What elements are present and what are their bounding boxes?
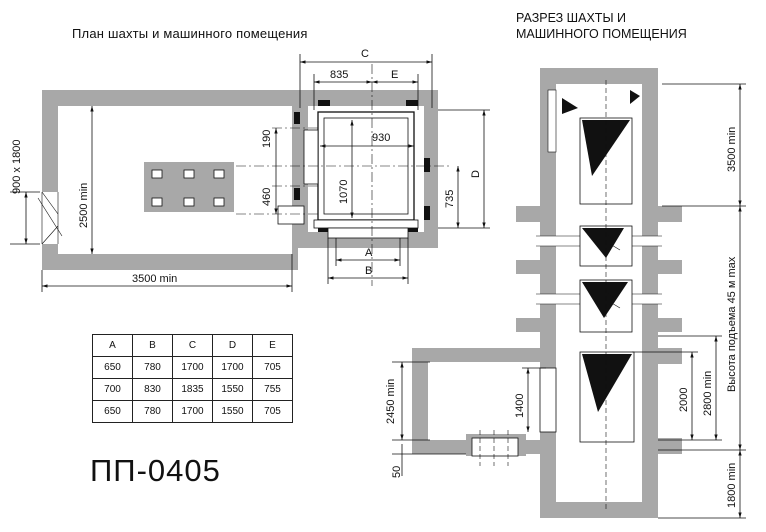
label-190: 190 (261, 129, 273, 148)
label-900x1800: 900 x 1800 (11, 139, 23, 194)
table-cell: 700 (93, 379, 133, 401)
table-header-cell: D (213, 335, 253, 357)
table-cell: 1550 (213, 379, 253, 401)
label-3500-plan: 3500 min (132, 273, 178, 285)
table-cell: 705 (253, 401, 293, 423)
label-1070: 1070 (338, 179, 350, 204)
label-d: D (470, 170, 482, 178)
label-a: A (365, 247, 373, 259)
dim-door (10, 140, 40, 244)
table-row (93, 401, 293, 423)
label-50: 50 (391, 465, 403, 478)
dim-d-735 (438, 110, 490, 228)
table-header-cell: A (93, 335, 133, 357)
dim-2000 (632, 352, 698, 440)
dim-section-3500 (662, 84, 746, 206)
label-735: 735 (444, 189, 456, 208)
table-cell: 1550 (213, 401, 253, 423)
table-cell: 650 (93, 357, 133, 379)
table-cell: 780 (133, 401, 173, 423)
table-row (93, 357, 293, 379)
table-cell: 830 (133, 379, 173, 401)
section-title-line1: РАЗРЕЗ ШАХТЫ И (516, 11, 626, 25)
plan-motor-base (144, 162, 234, 212)
table-row (93, 379, 293, 401)
section-title-line2: МАШИННОГО ПОМЕЩЕНИЯ (516, 27, 687, 41)
label-930: 930 (372, 132, 391, 144)
dim-1800 (658, 450, 746, 518)
table-cell: 1700 (213, 357, 253, 379)
label-b: B (365, 265, 373, 277)
label-460: 460 (261, 187, 273, 206)
label-2800: 2800 min (702, 370, 714, 416)
table-cell: 1700 (173, 357, 213, 379)
table-header-cell: B (133, 335, 173, 357)
table-cell: 755 (253, 379, 293, 401)
plan-shaft (278, 90, 438, 248)
label-travel: Высота подъема 45 м max (726, 256, 738, 392)
label-2450: 2450 min (385, 378, 397, 424)
model-code: ПП-0405 (90, 453, 221, 488)
section-lower-room (412, 348, 556, 466)
label-c: C (361, 48, 369, 60)
label-section-3500: 3500 min (726, 126, 738, 172)
table-header-row (93, 335, 293, 357)
label-e: E (391, 69, 399, 81)
dim-2500 (78, 106, 92, 254)
table-cell: 1700 (173, 401, 213, 423)
label-2000: 2000 (678, 387, 690, 412)
dim-190-460 (261, 128, 276, 214)
table-header-cell: E (253, 335, 293, 357)
table-header-cell: C (173, 335, 213, 357)
label-835: 835 (330, 69, 349, 81)
table-cell: 705 (253, 357, 293, 379)
table-cell: 1835 (173, 379, 213, 401)
table-cell: 780 (133, 357, 173, 379)
table-cell: 650 (93, 401, 133, 423)
label-1400: 1400 (514, 393, 526, 418)
label-1800: 1800 min (726, 462, 738, 508)
label-2500: 2500 min (78, 182, 90, 228)
dim-travel (726, 206, 740, 450)
plan-title: План шахты и машинного помещения (72, 26, 308, 41)
dimension-table (92, 334, 293, 423)
